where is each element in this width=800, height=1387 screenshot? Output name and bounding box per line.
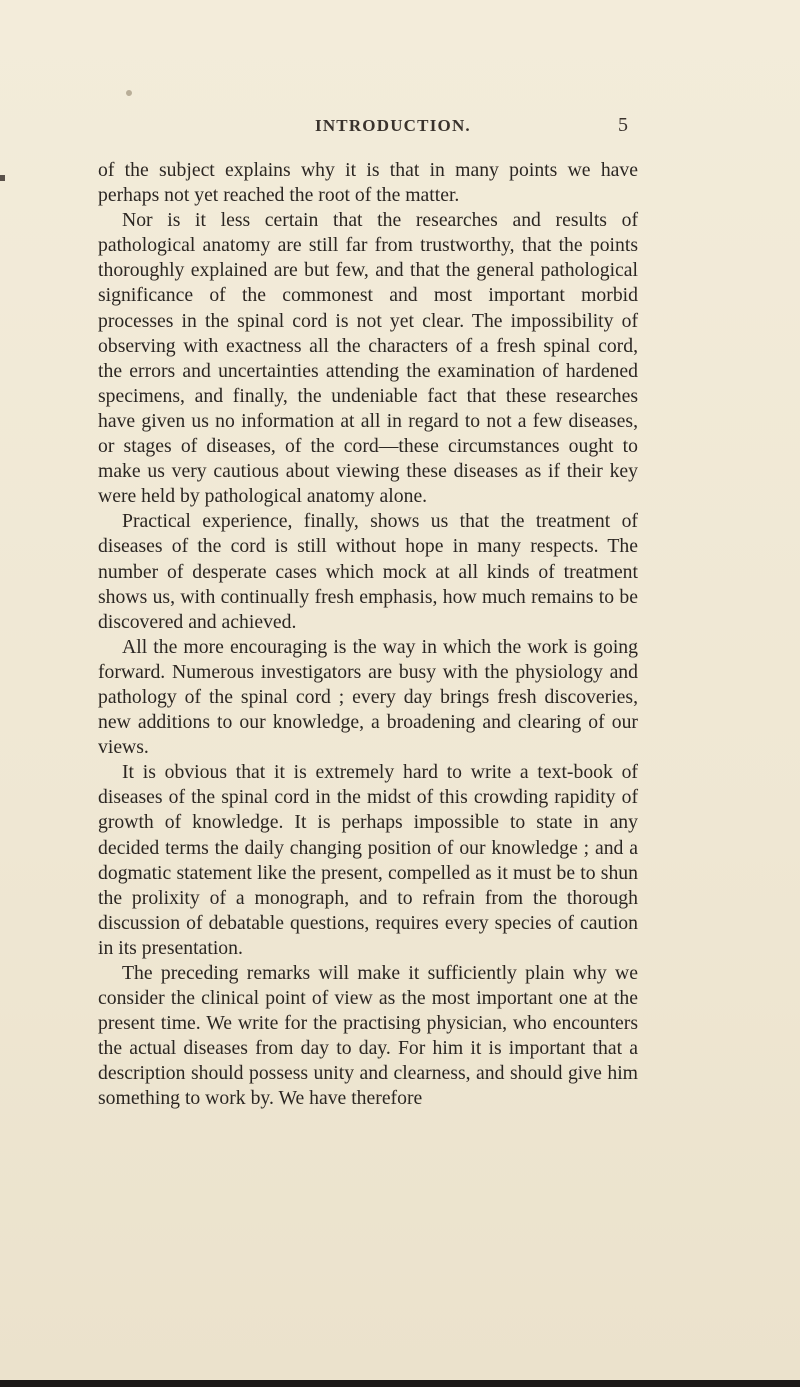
paragraph-3: Practical experience, finally, shows us that the treatment of diseases of the cord is still without hope in many respects. The number of desperate cases which mock at all kinds of treatment shows us, with continually fresh emphasis, how much remains to be discovered and achieved.	[98, 510, 638, 633]
body-text	[98, 158, 638, 1112]
page-number: 5	[618, 114, 628, 136]
paragraph-6: The preceding remarks will make it sufficiently plain why we consider the clinical point of view as the most important one at the present time. We write for the practising physician, who encounters the actual diseases from day to day. For him it is important that a description should possess unity and clearness, and should give him something to work by. We have therefore	[98, 962, 638, 1110]
page-edge-shadow	[0, 1380, 800, 1387]
paragraph-1: of the subject explains why it is that in many points we have perhaps not yet reached the root of the matter.	[98, 159, 638, 207]
paragraph-5: It is obvious that it is extremely hard to write a text-book of diseases of the spinal cord in the midst of this crowding rapidity of growth of knowledge. It is perhaps impossible to state in any decided terms the daily changing position of our knowledge ; and a dogmatic statement like the present, compelled as it must be to shun the prolixity of a monograph, and to refrain from the thorough discussion of debatable questions, requires every species of caution in its presentation.	[98, 761, 638, 959]
paper-speck	[126, 90, 132, 96]
paragraph-4: All the more encouraging is the way in which the work is going forward. Numerous investigators are busy with the physiology and pathology of the spinal cord ; every day brings fresh discoveries, new additions to our knowledge, a broadening and clearing of our views.	[98, 635, 638, 759]
page-header	[0, 116, 800, 140]
paragraph-2: Nor is it less certain that the researches and results of pathological anatomy are still far from trustworthy, that the points thoroughly explained are but few, and that the general pathological significance of the commonest and most important morbid processes in the spinal cord is not yet clear. The impossibility of observing with exactness all the characters of a fresh spinal cord, the errors and uncertainties attending the examination of hardened specimens, and finally, the undeniable fact that these researches have given us no information at all in regard to not a few diseases, or stages of diseases, of the cord—these circumstances ought to make us very cautious about viewing these diseases as if their key were held by pathological anatomy alone.	[98, 209, 638, 508]
running-head: INTRODUCTION.	[315, 116, 471, 135]
binding-mark	[0, 175, 5, 181]
